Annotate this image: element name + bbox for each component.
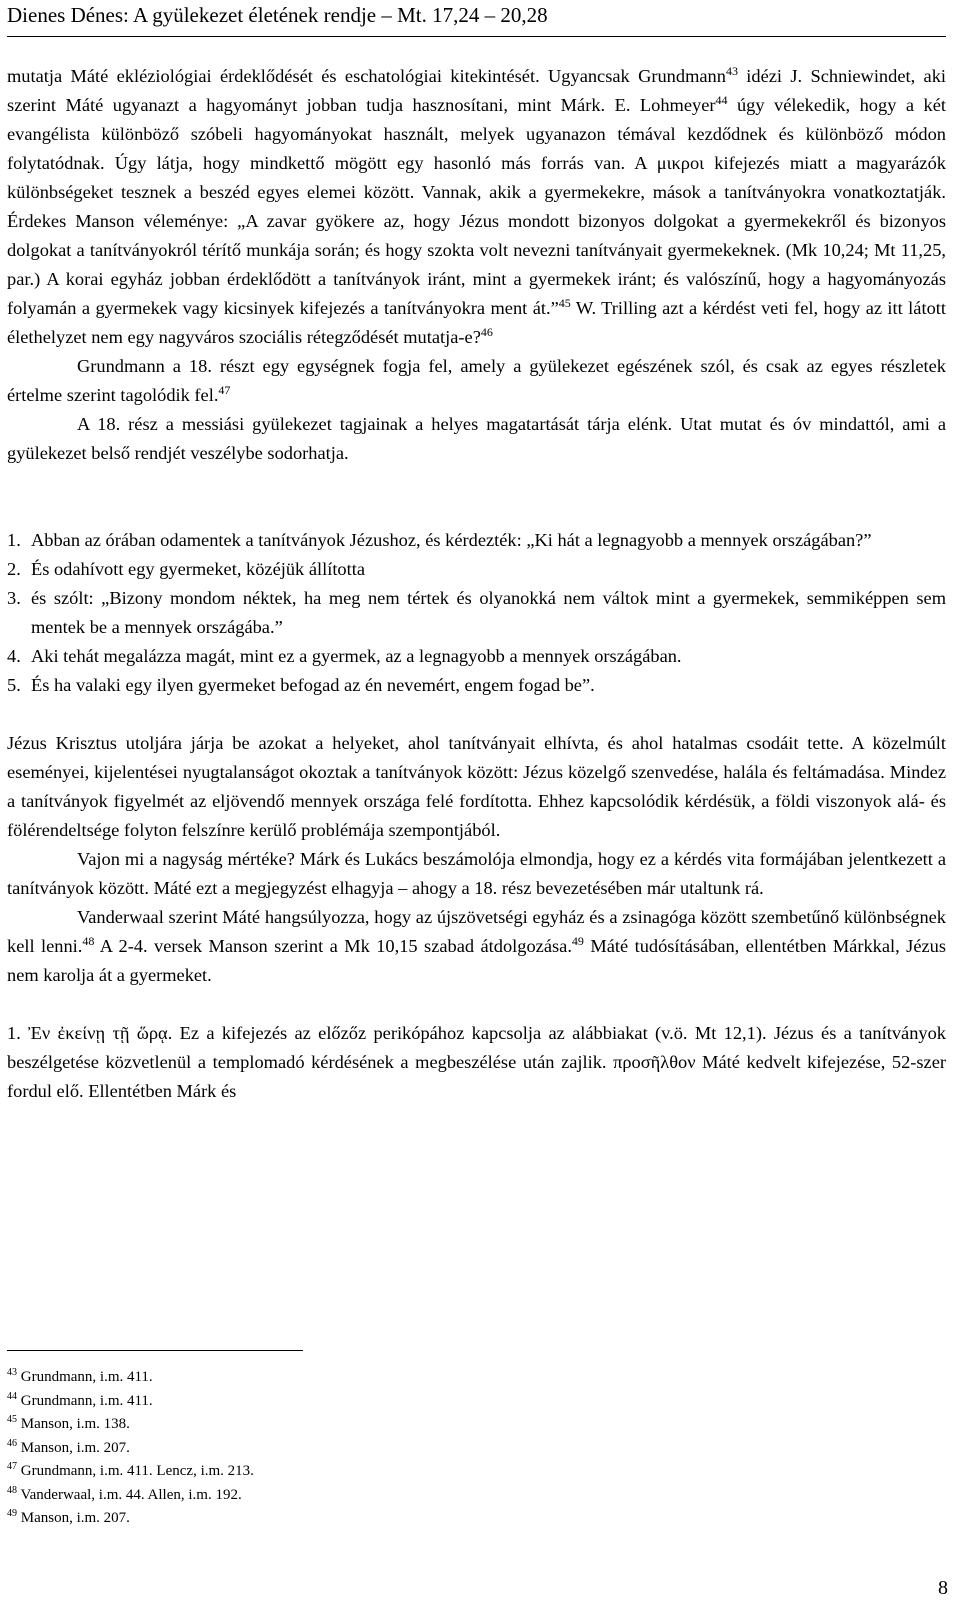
verse-number: 2.	[7, 559, 21, 579]
verse-item	[7, 555, 946, 584]
footnote-number: 46	[7, 1437, 17, 1449]
verse-text: És ha valaki egy ilyen gyermeket befogad az én nevemért, engem fogad be”.	[31, 675, 595, 695]
footnote-number: 47	[7, 1461, 17, 1472]
footnote-45	[7, 1413, 607, 1437]
text-run: Grundmann a 18. részt egy egységnek fogja fel, amely a gyülekezet egészének szól, és csak az egyes részletek értelme szerint tagolódik fel.	[7, 356, 946, 405]
running-header: Dienes Dénes: A gyülekezet életének rendje – Mt. 17,24 – 20,28	[7, 3, 548, 27]
spacer	[7, 990, 946, 1019]
paragraph-5: Vajon mi a nagyság mértéke? Márk és Lukács beszámolója elmondja, hogy ez a kérdés vita formájában jelentkezett a tanítványok között. Máté ezt a megjegyzést elhagyja – ahogy a 18. rész bevezetésében már utaltunk rá.	[7, 849, 946, 898]
footnote-number: 43	[7, 1367, 17, 1378]
text-run: W. Trilling azt a kérdést veti fel, hogy az itt látott élethelyzet nem egy nagyváros szociális rétegződését mutatja-e?	[7, 298, 946, 347]
verse-item	[7, 584, 946, 642]
footnote-46	[7, 1437, 607, 1461]
verse-number: 5.	[7, 675, 21, 695]
spacer	[7, 700, 946, 729]
verse-text: és szólt: „Bizony mondom néktek, ha meg nem tértek és olyanokká nem váltok mint a gyermekek, semmiképpen sem mentek be a mennyek országába.”	[31, 588, 946, 637]
footnote-text: Manson, i.m. 207.	[20, 1510, 130, 1526]
footnote-ref-45[interactable]: 45	[558, 296, 571, 310]
text-run: úgy vélekedik, hogy a két evangélista különböző szóbeli hagyományokat használt, melyek ugyanazon témával kezdődnek és különböző módon folytatódnak. Úgy látja, hogy mindkettő mögött egy hasonló más forrás van. A μικροι kifejezés miatt a magyarázók különbségeket tesznek a beszéd egyes elemei között. Vannak, akik a gyermekekre, mások a tanítványokra vonatkoztatják. Érdekes Manson véleménye: „A zavar gyökere az, hogy Jézus mondott bizonyos dolgokat a gyermekekről és bizonyos dolgokat a tanítványokról térítő munkája során; és hogy szokta volt nevezni tanítványait gyermekeknek. (Mk 10,24; Mt 11,25, par.) A korai egyház jobban érdeklődött a tanítványok iránt, mint a gyermekek iránt; és valószínű, hogy a hagyományozás folyamán a gyermekek vagy kicsinyek kifejezés a tanítványokra ment át.”	[7, 95, 946, 318]
paragraph-3: A 18. rész a messiási gyülekezet tagjainak a helyes magatartását tárja elénk. Utat mutat és óv mindattól, ami a gyülekezet belső rendjét veszélybe sodorhatja.	[7, 414, 946, 463]
verse-list	[7, 526, 946, 700]
footnote-44	[7, 1390, 607, 1414]
spacer	[7, 468, 946, 526]
footnote-ref-49[interactable]: 49	[571, 934, 584, 948]
footnote-ref-46[interactable]: 46	[480, 325, 493, 339]
footnote-number: 49	[7, 1508, 17, 1519]
verse-number: 3.	[7, 588, 21, 608]
verse-text: Aki tehát megalázza magát, mint ez a gyermek, az a legnagyobb a mennyek országában.	[31, 646, 682, 666]
verse-number: 4.	[7, 646, 21, 666]
paragraph-1	[7, 62, 946, 352]
text-run: A 2-4. versek Manson szerint a Mk 10,15 szabad átdolgozása.	[94, 936, 572, 956]
footnote-text: Vanderwaal, i.m. 44. Allen, i.m. 192.	[20, 1486, 242, 1503]
text-run: mutatja Máté ekléziológiai érdeklődését és eschatológiai kitekintését. Ugyancsak Grundmann	[7, 66, 726, 86]
footnote-number: 44	[7, 1390, 17, 1402]
text-run: Máté tudósításában, ellentétben Márkkal, Jézus nem karolja át a gyermeket.	[7, 936, 946, 985]
paragraph-6	[7, 903, 946, 990]
footnote-text: Manson, i.m. 138.	[20, 1416, 130, 1432]
verse-text: És odahívott egy gyermeket, közéjük állította	[31, 559, 366, 579]
footnote-text: Manson, i.m. 207.	[20, 1439, 130, 1456]
footnote-text: Grundmann, i.m. 411.	[20, 1369, 153, 1385]
footnote-number: 45	[7, 1414, 17, 1425]
text-run: Vanderwaal szerint Máté hangsúlyozza, hogy az újszövetségi egyház és a zsinagóga között szembetűnő különbségnek kell lenni.	[7, 907, 946, 956]
footnote-ref-43[interactable]: 43	[725, 64, 738, 78]
verse-text: Abban az órában odamentek a tanítványok Jézushoz, és kérdezték: „Ki hát a legnagyobb a mennyek országában?”	[31, 530, 872, 550]
verse-item	[7, 526, 946, 555]
footnote-text: Grundmann, i.m. 411. Lencz, i.m. 213.	[20, 1463, 254, 1479]
footnote-ref-48[interactable]: 48	[82, 934, 95, 948]
footnote-49	[7, 1507, 607, 1531]
footnote-number: 48	[7, 1484, 17, 1496]
page-number: 8	[938, 1577, 948, 1599]
paragraph-4: Jézus Krisztus utoljára járja be azokat a helyeket, ahol tanítványait elhívta, és ahol hatalmas csodáit tette. A közelmúlt eseményei, kijelentései nyugtalanságot okoztak a tanítványok között: Jézus közelgő szenvedése, halála és feltámadása. Mindez a tanítványok figyelmét az eljövendő mennyek országa felé fordította. Ehhez kapcsolódik kérdésük, a földi viszonyok alá- és fölérendeltsége folyton felszínre kerülő problémája szempontjából.	[7, 733, 946, 840]
footnote-47	[7, 1460, 607, 1484]
footnotes	[7, 1366, 607, 1531]
text-run: idézi J. Schniewindet, aki szerint Máté ugyanazt a hagyományt jobban tudja hasznosítani, mint Márk. E. Lohmeyer	[7, 66, 946, 115]
verse-item	[7, 642, 946, 671]
main-text	[7, 62, 946, 1106]
paragraph-7: 1. Ἐν ἐκείνῃ τῇ ὥρᾳ. Ez a kifejezés az előzőz perikópához kapcsolja az alábbiakat (v.ö. Mt 12,1). Jézus és a tanítványok beszélgetése közvetlenül a templomadó kérdésének a megbeszélése után zajlik. προσῆλθον Máté kedvelt kifejezése, 52-szer fordul elő. Ellentétben Márk és	[7, 1023, 946, 1101]
footnote-text: Grundmann, i.m. 411.	[20, 1392, 153, 1409]
footnote-ref-47[interactable]: 47	[218, 383, 231, 397]
verse-number: 1.	[7, 530, 21, 550]
footnote-rule	[7, 1350, 303, 1351]
footnote-43	[7, 1366, 607, 1390]
footnote-48	[7, 1484, 607, 1508]
verse-item	[7, 671, 946, 700]
header-rule	[7, 36, 946, 37]
footnote-ref-44[interactable]: 44	[715, 93, 728, 107]
paragraph-2	[7, 352, 946, 410]
